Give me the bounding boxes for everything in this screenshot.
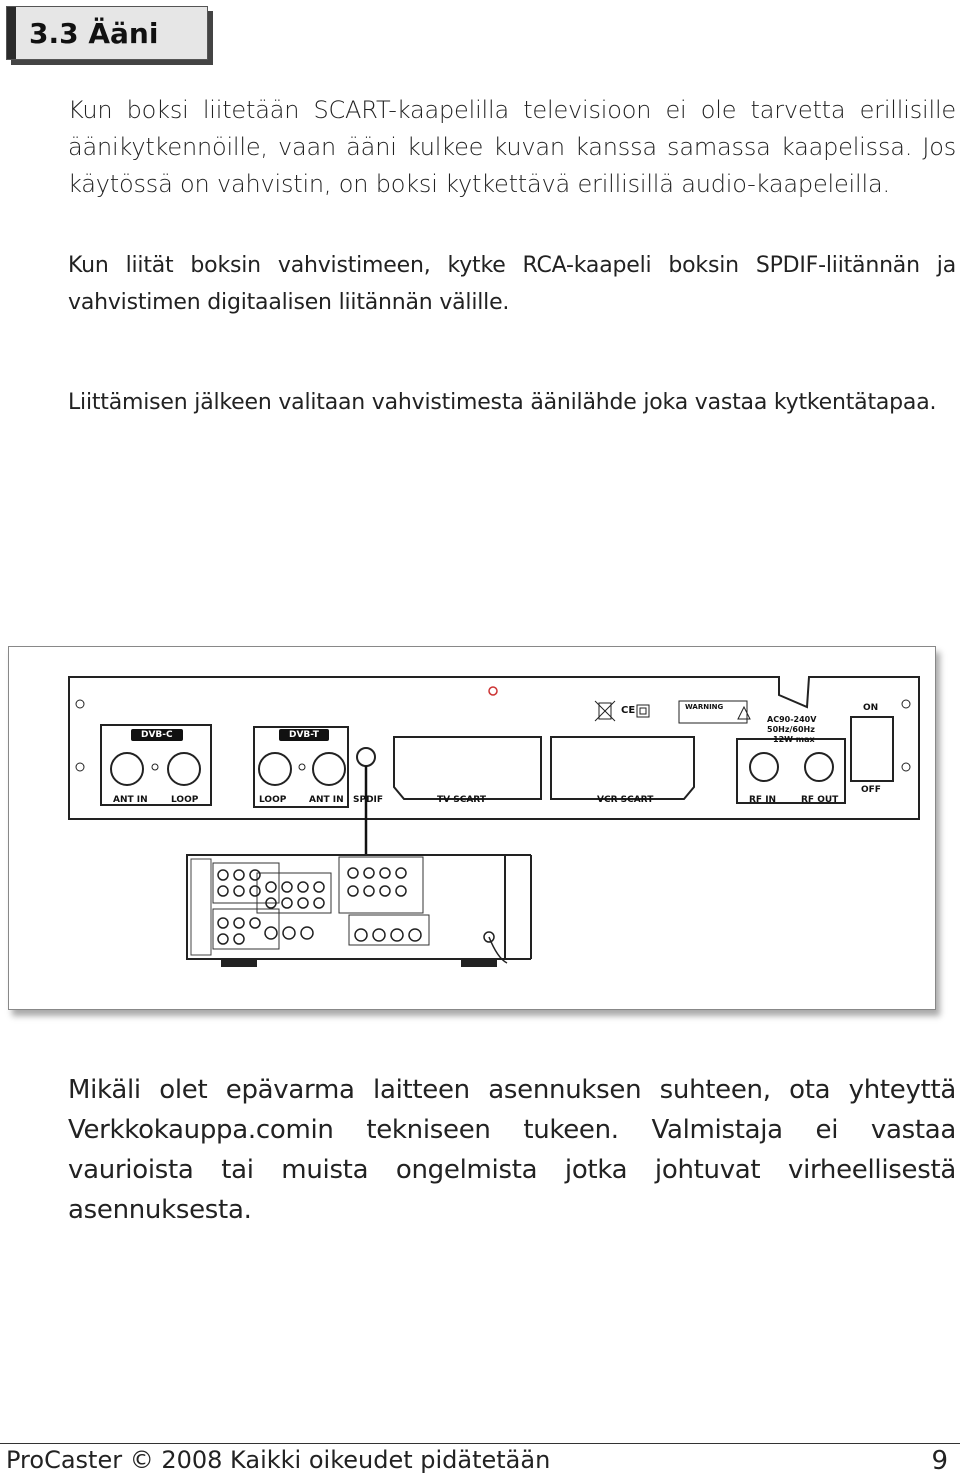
power-rating-3: 12W max <box>773 735 815 744</box>
power-rating-1: AC90-240V <box>767 715 817 724</box>
spdif-label: SPDIF <box>353 795 384 805</box>
rf-in-label: RF IN <box>749 795 777 805</box>
paragraph-disclaimer: Mikäli olet epävarma laitteen asennuksen suhteen, ota yhteyttä Verkkokauppa.comin tekniseen tukeen. Valmistaja ei vastaa vaurioista tai muista ongelmista jotka johtuvat virheellisestä asennuksesta. <box>68 1075 956 1225</box>
off-label: OFF <box>861 785 881 795</box>
tv-scart-label: TV SCART <box>437 795 486 805</box>
ant-in-label: ANT IN <box>113 795 148 805</box>
section-title <box>6 6 208 60</box>
paragraph-source: Liittämisen jälkeen valitaan vahvistimesta äänilähde joka vastaa kytkentätapaa. <box>68 390 937 415</box>
footer-copyright: ProCaster © 2008 Kaikki oikeudet pidätetään <box>6 1446 551 1474</box>
dvb-c-badge: DVB-C <box>131 729 183 741</box>
amplifier-back-panel <box>187 855 505 959</box>
loop-label: LOOP <box>171 795 199 805</box>
connection-diagram-drawing <box>9 647 935 1009</box>
vcr-scart-label: VCR SCART <box>597 795 654 805</box>
rf-out-label: RF OUT <box>801 795 839 805</box>
on-label: ON <box>863 703 879 713</box>
dvb-t-badge: DVB-T <box>279 729 329 741</box>
power-rating-2: 50Hz/60Hz <box>767 725 815 734</box>
section-title-accent <box>7 7 16 59</box>
amplifier-foot <box>221 959 257 967</box>
ce-mark-icon: CE <box>621 705 636 716</box>
connection-diagram <box>8 646 936 1010</box>
page-number: 9 <box>931 1446 948 1476</box>
paragraph-spdif: Kun liität boksin vahvistimeen, kytke RCA-kaapeli boksin SPDIF-liitännän ja vahvistimen digitaalisen liitännän välille. <box>68 253 956 315</box>
loop-label-2: LOOP <box>259 795 287 805</box>
section-title-text: 3.3 Ääni <box>29 17 159 50</box>
amplifier-foot-2 <box>461 959 497 967</box>
ant-in-label-2: ANT IN <box>309 795 344 805</box>
warning-label-text: WARNING <box>685 703 724 711</box>
footer-rule <box>0 1443 960 1444</box>
paragraph-scart: Kun boksi liitetään SCART-kaapelilla televisioon ei ole tarvetta erillisille äänikytkennöille, vaan ääni kulkee kuvan kanssa samassa kaapelissa. Jos käytössä on vahvistin, on boksi kytkettävä erillisillä audio-kaapeleilla. <box>68 96 956 198</box>
